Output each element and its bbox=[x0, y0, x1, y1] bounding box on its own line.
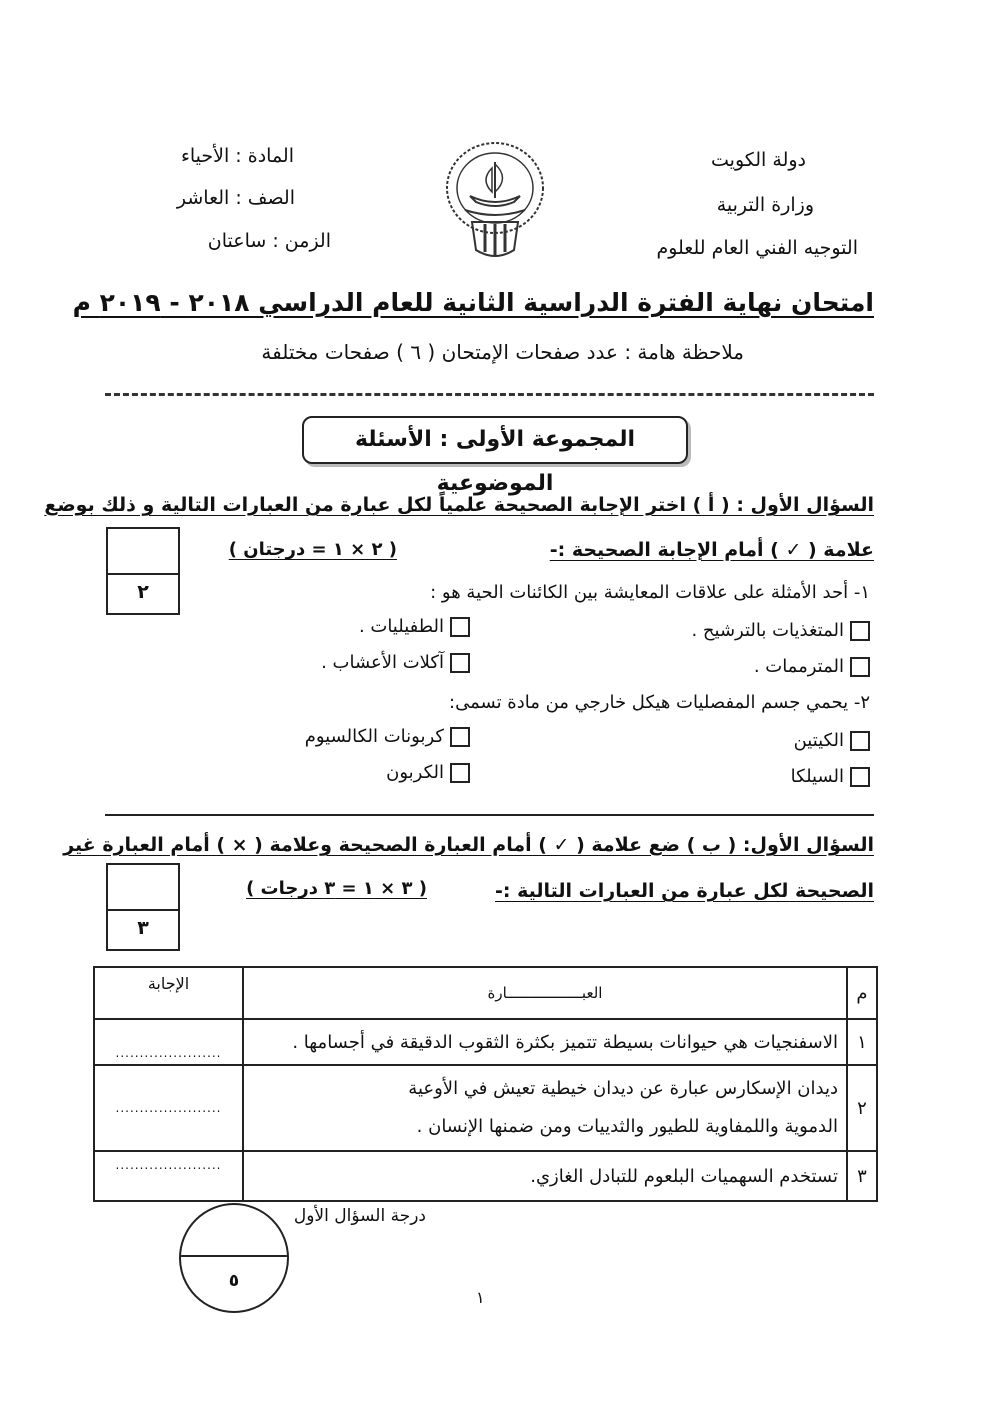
answer-field[interactable]: ...................... bbox=[94, 1151, 243, 1201]
checkbox[interactable] bbox=[850, 621, 870, 641]
q1a-item1-option1[interactable] bbox=[691, 620, 870, 641]
exam-note: ملاحظة هامة : عدد صفحات الإمتحان ( ٦ ) صفحات مختلفة bbox=[261, 340, 744, 364]
q1a-marks: ( ٢ × ١ = درجتان ) bbox=[228, 539, 397, 560]
q1a-score: ٢ bbox=[137, 581, 149, 603]
row-num: ١ bbox=[847, 1019, 877, 1065]
header-num: م bbox=[847, 967, 877, 1019]
circle-divider bbox=[181, 1255, 287, 1257]
dashed-divider bbox=[105, 393, 874, 396]
q1a-instruction-cont: علامة ( ✓ ) أمام الإجابة الصحيحة :- bbox=[549, 539, 874, 561]
q1a-item2-option1[interactable] bbox=[794, 730, 870, 751]
header-subject: المادة : الأحياء bbox=[180, 145, 294, 167]
checkbox[interactable] bbox=[850, 657, 870, 677]
q1a-item1-option4[interactable] bbox=[321, 652, 470, 673]
option-label: المترممات . bbox=[753, 656, 844, 677]
q1a-item1-option2[interactable] bbox=[359, 616, 470, 637]
q1b-score-box bbox=[106, 863, 180, 951]
option-label: الكربون bbox=[386, 762, 444, 783]
q1a-item1-stem: ١- أحد الأمثلة على علاقات المعايشة بين الكائنات الحية هو : bbox=[430, 582, 870, 603]
header-statement: العبـــــــــــــــــارة bbox=[243, 967, 847, 1019]
option-label: المتغذيات بالترشيح . bbox=[691, 620, 844, 641]
checkbox[interactable] bbox=[450, 763, 470, 783]
table-row bbox=[94, 1065, 877, 1151]
q1b-instruction: السؤال الأول: ( ب ) ضع علامة ( ✓ ) أمام العبارة الصحيحة وعلامة ( × ) أمام العبارة غير bbox=[63, 834, 874, 856]
q1b-marks: ( ٣ × ١ = ٣ درجات ) bbox=[246, 878, 427, 899]
q1a-item2-stem: ٢- يحمي جسم المفصليات هيكل خارجي من مادة تسمى: bbox=[449, 692, 870, 713]
table-row bbox=[94, 1019, 877, 1065]
table-row bbox=[94, 1151, 877, 1201]
true-false-table bbox=[93, 966, 878, 1202]
q1b-score: ٣ bbox=[137, 917, 149, 939]
answer-field[interactable]: ...................... bbox=[94, 1065, 243, 1151]
total-score-label: درجة السؤال الأول bbox=[293, 1206, 426, 1226]
checkbox[interactable] bbox=[450, 727, 470, 747]
page-number: ١ bbox=[476, 1288, 485, 1307]
checkbox[interactable] bbox=[450, 653, 470, 673]
q1a-score-box bbox=[106, 527, 180, 615]
table-header-row bbox=[94, 967, 877, 1019]
header-time: الزمن : ساعتان bbox=[207, 230, 331, 252]
q1a-item1-option3[interactable] bbox=[754, 656, 870, 677]
checkbox[interactable] bbox=[850, 767, 870, 787]
option-label: آكلات الأعشاب . bbox=[321, 652, 444, 673]
row-num: ٢ bbox=[847, 1065, 877, 1151]
kuwait-emblem-icon bbox=[440, 140, 550, 262]
checkbox[interactable] bbox=[450, 617, 470, 637]
row-statement: الاسفنجيات هي حيوانات بسيطة تتميز بكثرة الثقوب الدقيقة في أجسامها . bbox=[243, 1019, 847, 1065]
row-statement: تستخدم السهميات البلعوم للتبادل الغازي. bbox=[243, 1151, 847, 1201]
q1a-instruction: السؤال الأول : ( أ ) اختر الإجابة الصحيحة علمياً لكل عبارة من العبارات التالية و ذلك بوضع bbox=[44, 494, 874, 516]
header-answer: الإجابة bbox=[94, 967, 243, 1019]
q1b-instruction-cont: الصحيحة لكل عبارة من العبارات التالية :- bbox=[495, 880, 874, 902]
option-label: كربونات الكالسيوم bbox=[304, 726, 444, 747]
header-ministry: وزارة التربية bbox=[716, 194, 814, 216]
option-label: الطفيليات . bbox=[358, 616, 444, 637]
header-grade: الصف : العاشر bbox=[176, 187, 295, 209]
checkbox[interactable] bbox=[850, 731, 870, 751]
section-divider bbox=[105, 814, 874, 816]
header-country: دولة الكويت bbox=[711, 149, 806, 171]
option-label: الكيتين bbox=[793, 730, 844, 751]
q1a-item2-option4[interactable] bbox=[386, 762, 470, 783]
group-title-box: المجموعة الأولى : الأسئلة الموضوعية bbox=[302, 416, 688, 464]
row-num: ٣ bbox=[847, 1151, 877, 1201]
total-score-circle bbox=[179, 1203, 289, 1313]
header-department: التوجيه الفني العام للعلوم bbox=[656, 237, 858, 259]
q1a-item2-option2[interactable] bbox=[305, 726, 470, 747]
q1a-item2-option3[interactable] bbox=[791, 766, 870, 787]
answer-field[interactable]: ...................... bbox=[94, 1019, 243, 1065]
option-label: السيلكا bbox=[790, 766, 844, 787]
exam-title: امتحان نهاية الفترة الدراسية الثانية للعام الدراسي ٢٠١٨ - ٢٠١٩ م bbox=[72, 288, 874, 317]
row-statement: ديدان الإسكارس عبارة عن ديدان خيطية تعيش في الأوعية الدموية واللمفاوية للطيور والثدييات ومن ضمنها الإنسان . bbox=[243, 1065, 847, 1151]
total-score: ٥ bbox=[228, 1271, 240, 1291]
